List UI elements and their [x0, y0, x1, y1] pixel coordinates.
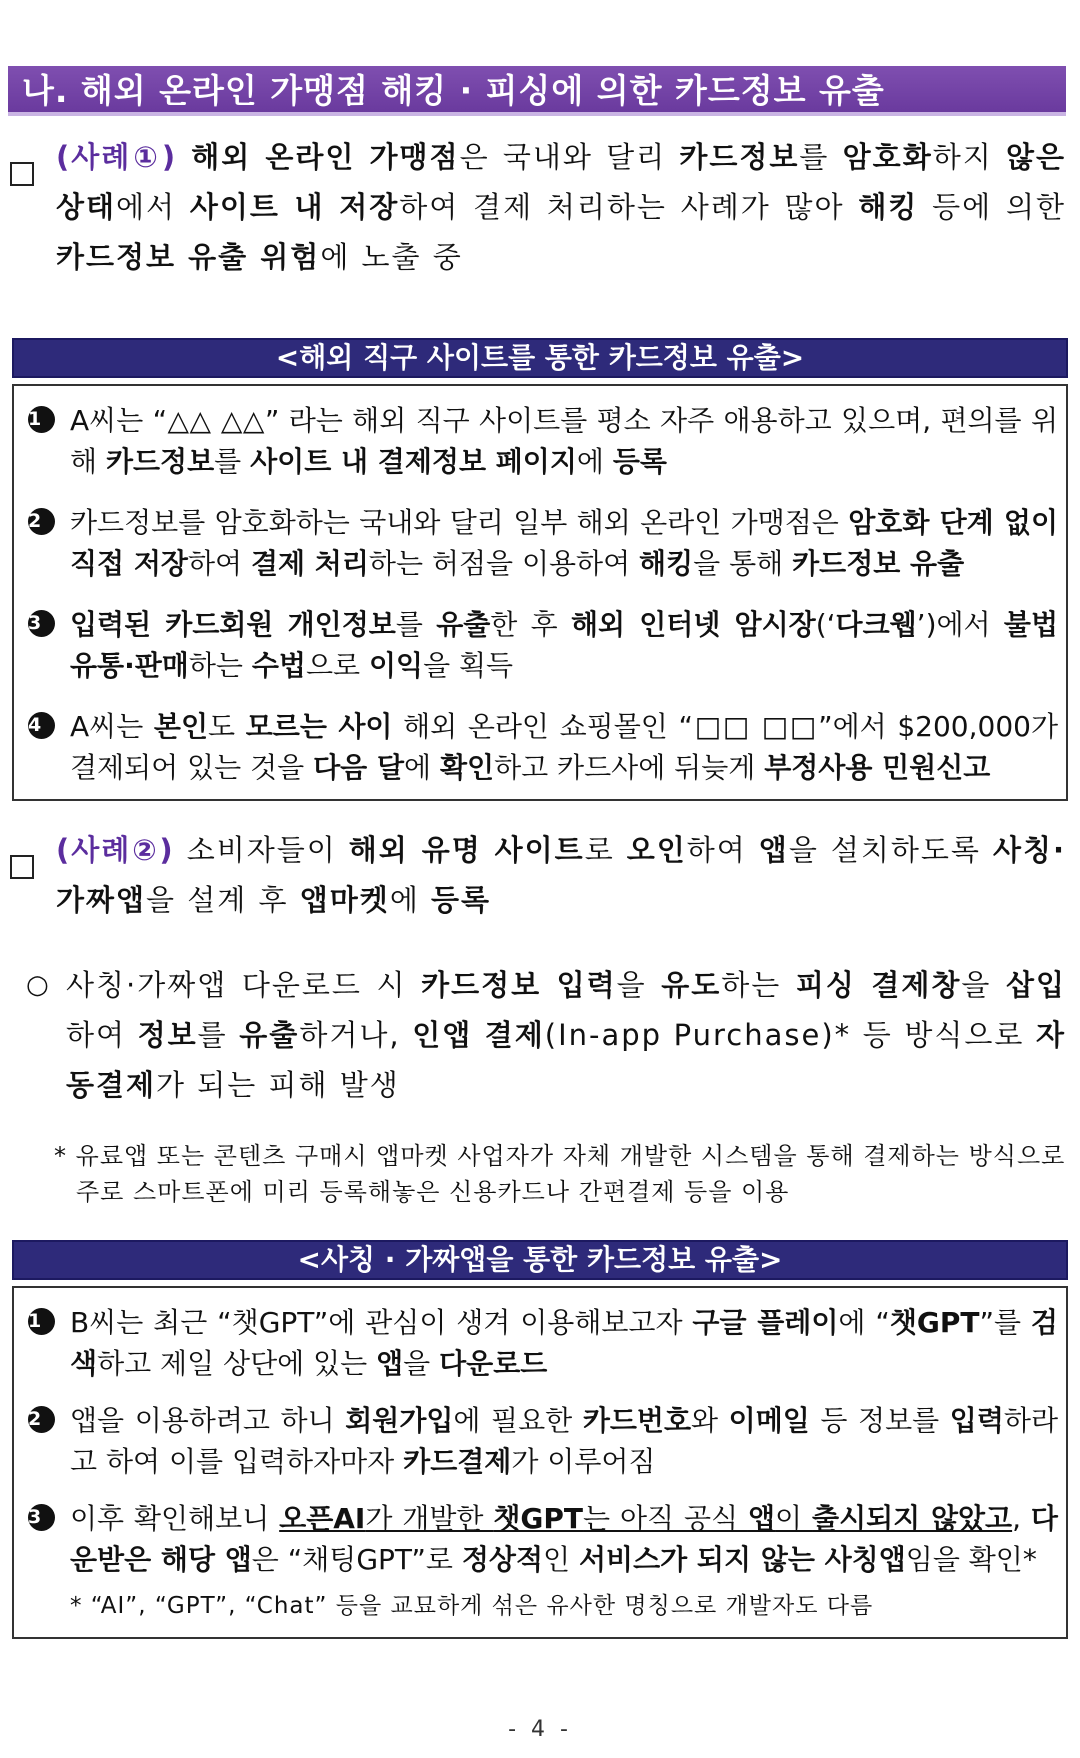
text-run: 해외 온라인 가맹점 [177, 140, 460, 174]
bullet-mark: ○ [26, 970, 49, 1000]
text-run: 구글 플레이 [692, 1306, 839, 1339]
text-run: 을 설치하도록 [788, 833, 993, 867]
text-run: 를 [395, 608, 437, 641]
box1-item-1 [28, 400, 1058, 482]
text-run: 에 [576, 445, 613, 478]
number-1-icon: 1 [28, 406, 55, 433]
text-run: 입력 [949, 1404, 1004, 1437]
text-run: 을 통해 [693, 547, 793, 580]
text-run: 부정사용 민원신고 [764, 751, 991, 784]
text-run: 카드정보 [679, 140, 800, 174]
text-run: ’)에서 [916, 608, 1004, 641]
text-run: 은 국내와 달리 [459, 140, 680, 174]
box1-item-1-text [70, 400, 1058, 482]
text-run: 를 [197, 1018, 240, 1052]
text-run: 다운로드 [439, 1347, 548, 1380]
text-run: 등에 의한 [918, 190, 1066, 224]
text-run: A씨는 [70, 710, 154, 743]
number-2-icon: 2 [28, 508, 55, 535]
number-2-icon: 2 [28, 1406, 55, 1433]
text-run: 앱 [758, 833, 789, 867]
text-run: ”를 [979, 1306, 1031, 1339]
text-run: 서비스가 되지 않는 사칭앱 [578, 1543, 906, 1576]
text-run: 하지 [932, 140, 1006, 174]
text-run: 삽입 [1006, 968, 1067, 1002]
text-run: 에서 [116, 190, 190, 224]
text-run: 하거나, [299, 1018, 413, 1052]
text-run: 하여 [686, 833, 759, 867]
number-3-icon: 3 [28, 1504, 55, 1531]
text-run: 해외 인터넷 암시장 [571, 608, 816, 641]
text-run: 해킹 [639, 547, 694, 580]
text-run: 하는 [188, 649, 252, 682]
section-title: 나. 해외 온라인 가맹점 해킹 · 피싱에 의한 카드정보 유출 [8, 66, 1066, 116]
text-run: 는 아직 공식 [583, 1502, 748, 1535]
text-run: 사칭·가짜앱 다운로드 시 [66, 968, 422, 1002]
text-run: 하여 [66, 1018, 138, 1052]
number-1-icon: 1 [28, 1308, 55, 1335]
text-run: 다크웹 [835, 608, 917, 641]
text-run: 인앱 결제 [412, 1018, 545, 1052]
text-run: 등 정보를 [809, 1404, 950, 1437]
text-run: 다운받은 해당 앱 [70, 1502, 1058, 1576]
text-run: 으로 [305, 649, 369, 682]
box2-item-3 [28, 1498, 1058, 1580]
text-run: 소비자들이 [174, 833, 349, 867]
box2-item-3-text [70, 1498, 1058, 1580]
text-run: 도 [208, 710, 246, 743]
text-run: 불법 유통·판매 [70, 608, 1059, 682]
text-run: B씨는 최근 “챗GPT”에 관심이 생겨 이용해보고자 [70, 1306, 693, 1339]
text-run: 이익 [368, 649, 424, 682]
box1-item-4 [28, 706, 1058, 788]
text-run: 정상적 [461, 1543, 544, 1576]
text-run: 오픈AI [279, 1502, 366, 1535]
text-run: 에 [404, 751, 440, 784]
text-run: 회원가입 [345, 1404, 454, 1437]
text-run: 암호화 단계 없이 직접 저장 [70, 506, 1058, 580]
text-run: 와 [691, 1404, 729, 1437]
text-run: (In-app Purchase)* 등 방식으로 [544, 1018, 1037, 1052]
text-run: 사이트 내 저장 [189, 190, 400, 224]
text-run: 하라고 하여 이를 입력하자마자 [70, 1404, 1058, 1478]
text-run: 이메일 [728, 1404, 810, 1437]
text-run: 을 획득 [423, 649, 514, 682]
text-run: 유출 [436, 608, 491, 641]
box2-footnote: * “AI”, “GPT”, “Chat” 등을 교묘하게 섞은 유사한 명칭으로 개발자도 다름 [70, 1593, 874, 1619]
case2-paragraph [56, 825, 1066, 925]
text-run: 카드정보 유출 [792, 547, 965, 580]
text-run: 카드결제 [403, 1445, 512, 1478]
text-run: 하여 결제 처리하는 사례가 많아 [399, 190, 859, 224]
text-run: A씨는 “△△ △△” 라는 해외 직구 사이트를 평소 자주 애용하고 있으며, 편의를 위해 [70, 404, 1058, 478]
text-run: 이후 확인해보니 [70, 1502, 280, 1535]
box1-item-2-text [70, 502, 1058, 584]
case1-paragraph [56, 132, 1066, 282]
text-run: 해킹 [858, 190, 919, 224]
text-run: 등록 [431, 883, 492, 917]
text-run: 모르는 사이 [245, 710, 393, 743]
text-run: 로 [584, 833, 627, 867]
box2-title: <사칭 · 가짜앱을 통한 카드정보 유출> [12, 1240, 1068, 1280]
box2-item-2 [28, 1400, 1058, 1482]
box1-item-4-text [70, 706, 1058, 788]
text-run: 수법 [251, 649, 306, 682]
checkbox-icon [10, 855, 34, 879]
box1-item-2 [28, 502, 1058, 584]
text-run: 카드정보를 암호화하는 국내와 달리 일부 해외 온라인 가맹점은 [70, 506, 849, 539]
text-run: 앱마켓 [299, 883, 390, 917]
text-run: 해외 유명 사이트 [348, 833, 585, 867]
text-run: 카드번호 [582, 1404, 692, 1437]
text-run: 하고 카드사에 뒤늦게 [494, 751, 765, 784]
text-run: 결제 처리 [250, 547, 369, 580]
case2-text [56, 833, 1066, 917]
text-run: 가 개발한 [365, 1502, 494, 1535]
text-run: 을 [961, 968, 1006, 1002]
text-run: 를 [799, 140, 843, 174]
text-run: 사이트 내 결제정보 페이지 [250, 445, 577, 478]
text-run: 오인 [626, 833, 687, 867]
text-run: 하는 허점을 이용하여 [368, 547, 640, 580]
number-4-icon: 4 [28, 712, 55, 739]
text-run: 정보 [137, 1018, 198, 1052]
text-run: 피싱 결제창 [795, 968, 962, 1002]
text-run: 카드정보 [105, 445, 215, 478]
text-run: 앱 [376, 1347, 404, 1380]
text-run: 에 필요한 [453, 1404, 583, 1437]
number-3-icon: 3 [28, 610, 55, 637]
text-run: 은 “채팅GPT”로 [251, 1543, 462, 1576]
text-run: 확인 [439, 751, 495, 784]
text-run: 에 노출 중 [320, 240, 463, 274]
case1-text [56, 140, 1066, 274]
text-run: 인 [543, 1543, 579, 1576]
text-run: 을 [403, 1347, 440, 1380]
text-run: 자동결제 [66, 1018, 1067, 1102]
text-run: 앱을 이용하려고 하니 [70, 1404, 346, 1437]
text-run: 가 되는 피해 발생 [156, 1068, 400, 1102]
text-run: 유출 [239, 1018, 300, 1052]
text-run: 에 “ [838, 1306, 890, 1339]
text-run: 카드정보 유출 위험 [56, 240, 321, 274]
bullet-paragraph [66, 960, 1066, 1110]
text-run: (‘ [815, 608, 836, 641]
box2-item-1-text [70, 1302, 1058, 1384]
text-run: 한 후 [490, 608, 571, 641]
page-number: - 4 - [508, 1717, 572, 1742]
text-run: , [1012, 1502, 1031, 1535]
text-run: 가 이루어짐 [511, 1445, 656, 1478]
text-run: 임을 확인* [905, 1543, 1037, 1576]
text-run: 챗GPT [493, 1502, 584, 1535]
box1-item-3 [28, 604, 1058, 686]
text-run: 암호화 [842, 140, 933, 174]
text-run: 앱 [747, 1502, 776, 1535]
box1-title: <해외 직구 사이트를 통한 카드정보 유출> [12, 338, 1068, 378]
text-run: 이 [775, 1502, 813, 1535]
text-run: 입력된 카드회원 개인정보 [70, 608, 396, 641]
text-run: 하고 제일 상단에 있는 [97, 1347, 377, 1380]
text-run: 사칭·가짜앱 [56, 833, 1066, 917]
text-run: 챗GPT [889, 1306, 980, 1339]
case2-tag: (사례②) [56, 833, 175, 867]
text-run: 검색 [70, 1306, 1058, 1380]
text-run: 본인 [153, 710, 209, 743]
text-run: 않은 상태 [56, 140, 1067, 224]
bullet-text [66, 968, 1066, 1102]
box1 [12, 384, 1068, 801]
box2-item-1 [28, 1302, 1058, 1384]
footnote-1: * 유료앱 또는 콘텐츠 구매시 앱마켓 사업자가 자체 개발한 시스템을 통해 결제하는 방식으로 주로 스마트폰에 미리 등록해놓은 신용카드나 간편결제 등을 이용 [54, 1142, 1066, 1206]
text-run: 해외 온라인 쇼핑몰인 “□□ □□”에서 $200,000가 결제되어 있는 것을 [70, 710, 1059, 784]
text-run: 하는 [721, 968, 796, 1002]
text-run: 유도 [661, 968, 722, 1002]
text-run: 다음 달 [313, 751, 404, 784]
text-run: 하여 [187, 547, 251, 580]
text-run: 출시되지 않았고 [812, 1502, 1013, 1535]
text-run: 카드정보 입력 [421, 968, 617, 1002]
checkbox-icon [10, 162, 34, 186]
text-run: 에 [389, 883, 432, 917]
text-run: 를 [214, 445, 251, 478]
box2-item-2-text [70, 1400, 1058, 1482]
case1-tag: (사례①) [56, 140, 178, 174]
text-run: 등록 [612, 445, 667, 478]
text-run: 을 [616, 968, 662, 1002]
box2 [12, 1286, 1068, 1639]
text-run: 을 설계 후 [146, 883, 300, 917]
box1-item-3-text [70, 604, 1058, 686]
